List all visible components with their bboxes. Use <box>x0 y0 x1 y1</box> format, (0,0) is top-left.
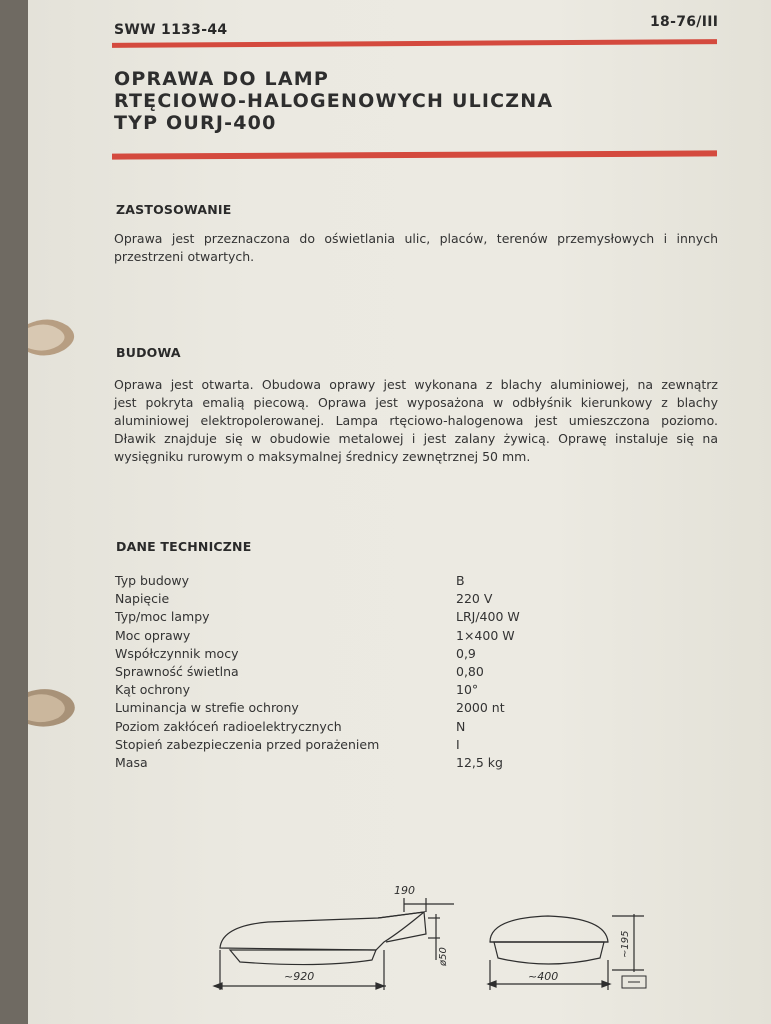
budowa-paragraph <box>114 376 718 466</box>
row-label: Moc oprawy <box>115 627 191 643</box>
row-value: 10° <box>456 682 479 698</box>
luminaire-technical-drawing <box>208 878 648 1000</box>
row-label: Typ/moc lampy <box>115 609 210 625</box>
punch-hole <box>28 688 86 728</box>
row-value: B <box>456 573 465 588</box>
section-heading-zastosowanie: ZASTOSOWANIE <box>116 202 232 217</box>
dim-190: 190 <box>394 884 415 897</box>
title-red-rule <box>112 150 717 159</box>
dim-400: ~400 <box>528 970 559 983</box>
table-row <box>115 664 535 682</box>
table-row <box>115 682 535 700</box>
section-heading-dane-techniczne: DANE TECHNICZNE <box>116 539 252 554</box>
paragraph-line: wysięgniku rurowym o maksymalnej średnicy zewnętrznej 50 mm. <box>114 449 531 464</box>
table-row <box>115 700 535 718</box>
row-label: Sprawność świetlna <box>115 663 239 679</box>
document-title <box>114 68 553 134</box>
paragraph-line: aluminiowej elektropolerowanej. Lampa rtęciowo-halogenowa jest umieszczona poziomo. <box>114 413 718 428</box>
row-value: N <box>456 718 466 734</box>
sheet-number: 18-76/III <box>650 14 719 30</box>
paragraph-line: Oprawa jest otwarta. Obudowa oprawy jest wykonana z blachy aluminiowej, na zewnątrz <box>114 377 718 392</box>
row-label: Typ budowy <box>115 573 190 588</box>
row-value: 220 V <box>456 591 493 607</box>
row-label: Kąt ochrony <box>115 682 191 698</box>
row-value: LRJ/400 W <box>456 609 520 625</box>
table-row <box>115 719 535 737</box>
top-red-rule <box>112 39 717 48</box>
table-row <box>115 591 535 609</box>
document-page <box>28 0 771 1024</box>
section-heading-budowa: BUDOWA <box>116 345 181 360</box>
technical-data-table <box>115 573 535 773</box>
paragraph-line: Dławik znajduje się w obudowie metalowej i jest zalany żywicą. Oprawę instaluje się na <box>114 431 718 446</box>
row-value: I <box>456 736 460 752</box>
row-value: 2000 nt <box>456 700 505 716</box>
row-label: Poziom zakłóceń radioelektrycznych <box>115 718 342 734</box>
table-row <box>115 609 535 627</box>
dim-phi50: ø50 <box>438 947 449 966</box>
table-row <box>115 755 535 773</box>
dim-195: ~195 <box>620 930 631 958</box>
table-row <box>115 573 535 591</box>
row-label: Luminancja w strefie ochrony <box>115 700 299 716</box>
row-value: 1×400 W <box>456 627 515 643</box>
row-value: 0,9 <box>456 645 476 661</box>
paragraph-line: Oprawa jest przeznaczona do oświetlania ulic, placów, terenów przemysłowych i innych <box>114 231 718 246</box>
row-label: Masa <box>115 754 148 770</box>
row-label: Stopień zabezpieczenia przed porażeniem <box>115 736 380 752</box>
row-value: 0,80 <box>456 663 484 679</box>
row-label: Współczynnik mocy <box>115 645 239 661</box>
title-line: RTĘCIOWO-HALOGENOWYCH ULICZNA <box>114 90 554 112</box>
paragraph-line: jest pokryta emalią piecową. Oprawa jest wyposażona w odbłyśnik kierunkowy z blachy <box>114 395 718 410</box>
zastosowanie-paragraph <box>114 230 718 266</box>
paragraph-line: przestrzeni otwartych. <box>114 249 255 264</box>
title-line: TYP OURJ-400 <box>114 112 277 134</box>
document-code: SWW 1133-44 <box>114 22 228 38</box>
row-value: 12,5 kg <box>456 754 503 770</box>
row-label: Napięcie <box>115 591 170 607</box>
title-line: OPRAWA DO LAMP <box>114 68 329 90</box>
table-row <box>115 737 535 755</box>
dim-920: ~920 <box>284 970 315 983</box>
table-row <box>115 628 535 646</box>
table-row <box>115 646 535 664</box>
punch-hole <box>28 318 86 358</box>
